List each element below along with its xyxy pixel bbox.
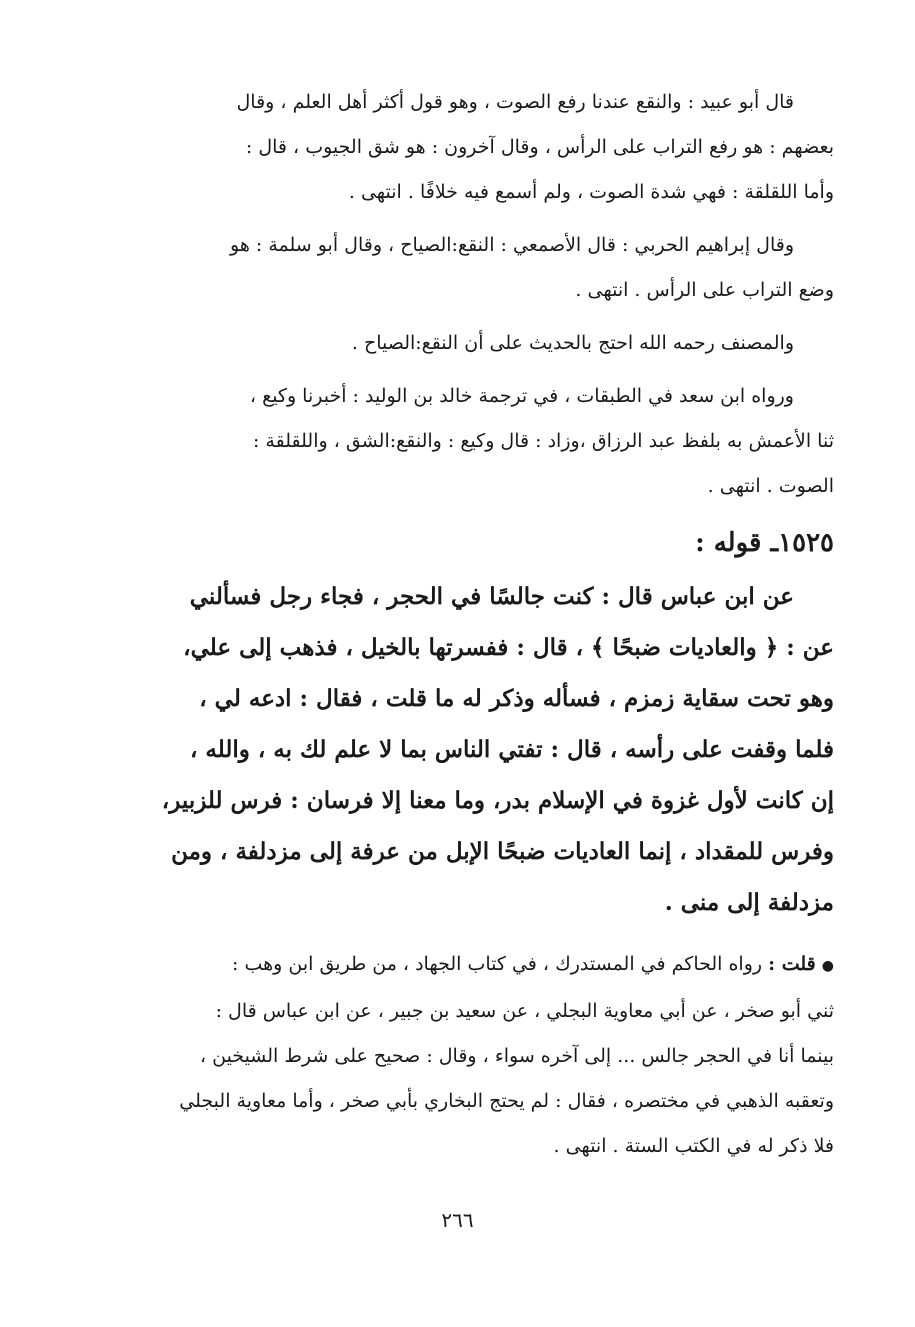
hadith-line: إن كانت لأول غزوة في الإسلام بدر، وما معنا إلا فرسان : فرس للزبير، bbox=[161, 787, 834, 814]
hadith-line: عن ابن عباس قال : كنت جالسًا في الحجر ، فجاء رجل فسألني bbox=[189, 583, 794, 610]
hadith-text bbox=[112, 571, 834, 928]
paragraph-musannif bbox=[112, 321, 834, 366]
hadith-line: عن : ﴿ والعاديات ضبحًا ﴾ ، قال : ففسرتها بالخيل ، فذهب إلى علي، bbox=[183, 634, 834, 661]
text-line: وتعقبه الذهبي في مختصره ، فقال : لم يحتج البخاري بأبي صخر ، وأما معاوية البجلي bbox=[179, 1090, 834, 1112]
text-line: فلا ذكر له في الكتب الستة . انتهى . bbox=[553, 1135, 834, 1157]
note-paragraph bbox=[112, 942, 834, 1169]
text-line: وضع التراب على الرأس . انتهى . bbox=[575, 279, 834, 301]
text-line: بعضهم : هو رفع التراب على الرأس ، وقال آخرون : هو شق الجيوب ، قال : bbox=[245, 136, 834, 158]
text-line: قال أبو عبيد : والنقع عندنا رفع الصوت ، وهو قول أكثر أهل العلم ، وقال bbox=[236, 91, 794, 113]
text-line: ثنا الأعمش به بلفظ عبد الرزاق ،وزاد : قال وكيع : والنقع:الشق ، واللقلقة : bbox=[252, 430, 834, 452]
page-body bbox=[112, 80, 834, 1169]
section-heading: ١٥٢٥ـ قوله : bbox=[695, 528, 834, 558]
text-line: وقال إبراهيم الحربي : قال الأصمعي : النقع:الصياح ، وقال أبو سلمة : هو bbox=[230, 234, 794, 256]
text-line: ثني أبو صخر ، عن أبي معاوية البجلي ، عن سعيد بن جبير ، عن ابن عباس قال : bbox=[215, 1000, 834, 1022]
text-line: بينما أنا في الحجر جالس ... إلى آخره سواء ، وقال : صحيح على شرط الشيخين ، bbox=[199, 1045, 834, 1067]
page-number: ٢٦٦ bbox=[441, 1208, 474, 1232]
paragraph-abu-ubaid bbox=[112, 80, 834, 215]
paragraph-ibrahim-harbi bbox=[112, 223, 834, 313]
hadith-line: وهو تحت سقاية زمزم ، فسأله وذكر له ما قلت ، فقال : ادعه لي ، bbox=[199, 685, 834, 712]
hadith-line: مزدلفة إلى منى . bbox=[664, 889, 834, 916]
text-line: ورواه ابن سعد في الطبقات ، في ترجمة خالد بن الوليد : أخبرنا وكيع ، bbox=[249, 385, 794, 407]
hadith-line: فلما وقفت على رأسه ، قال : تفتي الناس بما لا علم لك به ، والله ، bbox=[189, 736, 834, 763]
note-first-line bbox=[112, 942, 834, 989]
text-line: والمصنف رحمه الله احتج بالحديث على أن النقع:الصياح . bbox=[351, 332, 794, 354]
bullet-icon: ● bbox=[821, 958, 834, 974]
note-first-line-text: رواه الحاكم في المستدرك ، في كتاب الجهاد ، من طريق ابن وهب : bbox=[232, 953, 763, 975]
text-line: وأما اللقلقة : فهي شدة الصوت ، ولم أسمع فيه خلافًا . انتهى . bbox=[348, 181, 834, 203]
paragraph-ibn-saad bbox=[112, 374, 834, 509]
text-line: الصوت . انتهى . bbox=[707, 475, 834, 497]
hadith-line: وفرس للمقداد ، إنما العاديات ضبحًا الإبل من عرفة إلى مزدلفة ، ومن bbox=[171, 838, 834, 865]
note-label: قلت : bbox=[768, 953, 816, 975]
